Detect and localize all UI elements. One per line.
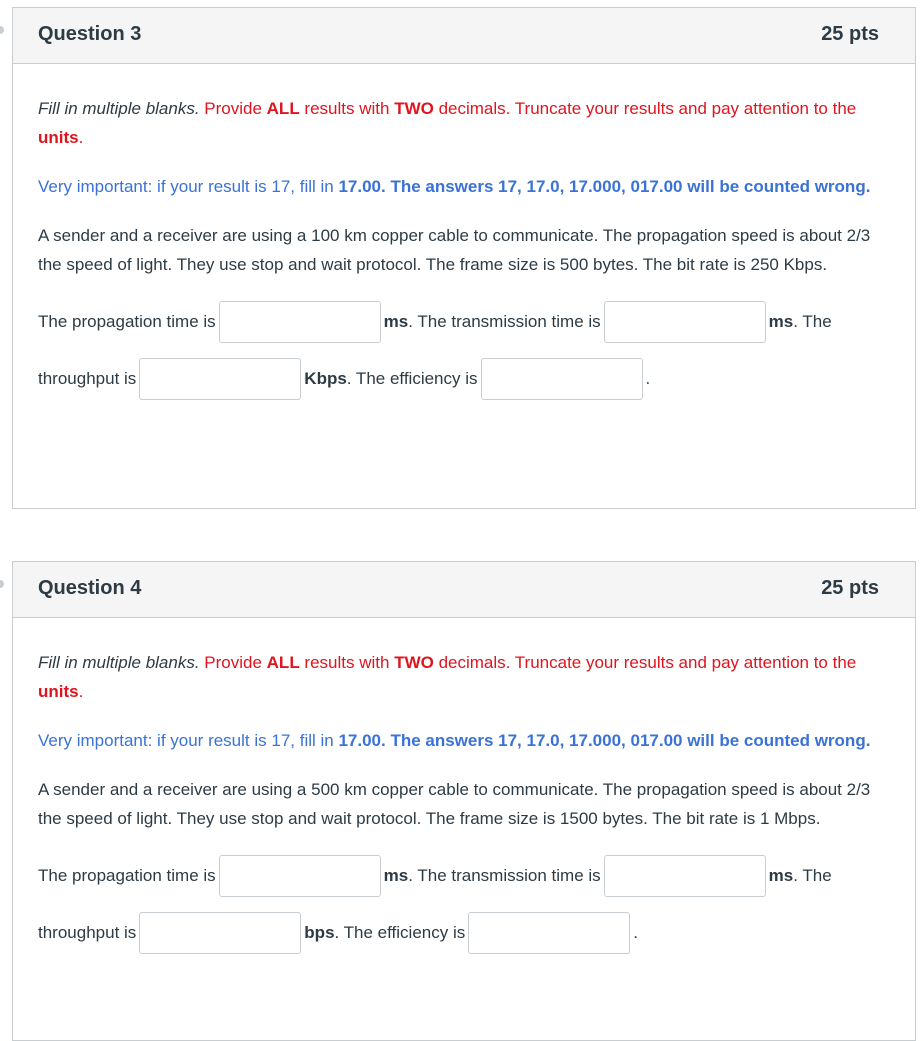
label-efficiency: . The efficiency is <box>334 923 466 942</box>
instruction-lead: Fill in multiple blanks. <box>38 99 200 118</box>
instruction-emphasis: units <box>38 682 79 701</box>
instruction-emphasis: units <box>38 128 79 147</box>
label-efficiency: . The efficiency is <box>346 369 478 388</box>
instruction-text: results with <box>299 99 395 118</box>
transmission-time-input[interactable] <box>604 855 766 897</box>
propagation-time-input[interactable] <box>219 855 381 897</box>
question-3-title: Question 3 <box>38 23 142 45</box>
unit-label: ms <box>768 312 794 331</box>
instruction-text: decimals. Truncate your results and pay attention to the <box>433 99 857 118</box>
instruction-emphasis: TWO <box>394 653 434 672</box>
efficiency-input[interactable] <box>468 912 630 954</box>
unit-label: ms <box>768 866 794 885</box>
instruction-emphasis: ALL <box>266 653 300 672</box>
label-the: . The <box>793 312 832 331</box>
label-period: . <box>633 923 638 942</box>
question-4-body <box>13 618 915 956</box>
question-4-header <box>13 562 915 618</box>
important-text: Very important: if your result is 17, fill in <box>38 177 339 196</box>
question-4-instructions <box>38 648 889 706</box>
efficiency-input[interactable] <box>481 358 643 400</box>
label-transmission: . The transmission time is <box>408 866 601 885</box>
instruction-text: . <box>78 682 84 701</box>
unit-label: bps <box>304 923 335 942</box>
question-3-header <box>13 8 915 64</box>
question-3-important-note <box>38 172 889 201</box>
label-throughput: throughput is <box>38 369 137 388</box>
question-4-points: 25 pts <box>821 577 879 599</box>
label-period: . <box>645 369 651 388</box>
question-3-problem: A sender and a receiver are using a 100 km copper cable to communicate. The propagation speed is about 2/3 the speed of light. They use stop and wait protocol. The frame size is 500 bytes. The bit rate is 250 Kbps. <box>38 226 871 274</box>
throughput-input[interactable] <box>139 912 301 954</box>
question-3-blank-line-2 <box>38 356 889 402</box>
important-text: Very important: if your result is 17, fill in <box>38 731 339 750</box>
question-4-important-note <box>38 726 889 755</box>
throughput-input[interactable] <box>139 358 301 400</box>
question-3-edge-marker <box>0 26 4 34</box>
label-propagation: The propagation time is <box>38 866 216 885</box>
instruction-text: . <box>78 128 84 147</box>
label-transmission: . The transmission time is <box>408 312 601 331</box>
question-4-blank-line-2 <box>38 910 889 956</box>
instruction-emphasis: TWO <box>394 99 434 118</box>
transmission-time-input[interactable] <box>604 301 766 343</box>
important-emphasis: 17.00. The answers 17, 17.0, 17.000, 017.00 will be counted wrong. <box>338 177 871 196</box>
question-3-points: 25 pts <box>821 23 879 45</box>
question-3-blank-line-1 <box>38 299 889 345</box>
instruction-text: Provide <box>199 99 267 118</box>
unit-label: ms <box>383 866 409 885</box>
propagation-time-input[interactable] <box>219 301 381 343</box>
unit-label: ms <box>383 312 409 331</box>
label-the: . The <box>793 866 832 885</box>
label-throughput: throughput is <box>38 923 137 942</box>
instruction-emphasis: ALL <box>266 99 300 118</box>
instruction-text: Provide <box>199 653 267 672</box>
unit-label: Kbps <box>304 369 347 388</box>
question-4-card <box>12 561 916 1041</box>
instruction-lead: Fill in multiple blanks. <box>38 653 200 672</box>
instruction-text: results with <box>299 653 395 672</box>
label-propagation: The propagation time is <box>38 312 216 331</box>
question-4-edge-marker <box>0 580 4 588</box>
important-emphasis: 17.00. The answers 17, 17.0, 17.000, 017.00 will be counted wrong. <box>338 731 871 750</box>
question-4-problem: A sender and a receiver are using a 500 km copper cable to communicate. The propagation speed is about 2/3 the speed of light. They use stop and wait protocol. The frame size is 1500 bytes. The bit rate is 1 Mbps. <box>38 780 871 828</box>
instruction-text: decimals. Truncate your results and pay attention to the <box>433 653 857 672</box>
question-4-title: Question 4 <box>38 577 142 599</box>
question-4-blank-line-1 <box>38 853 889 899</box>
question-3-instructions <box>38 94 889 152</box>
question-3-card <box>12 7 916 509</box>
question-3-body <box>13 64 915 402</box>
